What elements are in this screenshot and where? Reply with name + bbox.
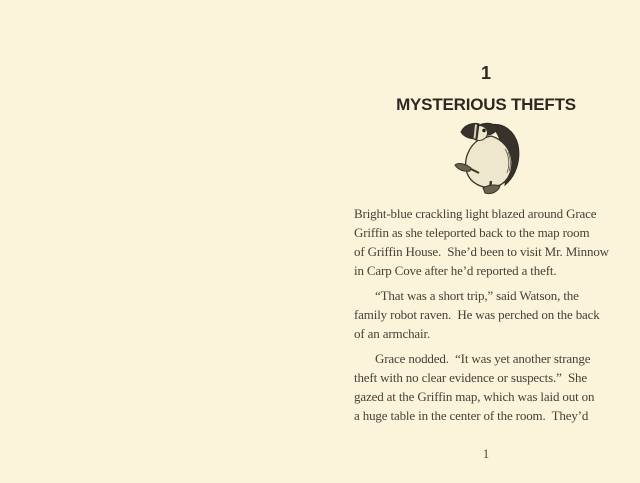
chapter-number: 1 [480,63,491,83]
paragraph-3 [354,349,609,425]
body-text-line: in Carp Cove after he’d reported a theft. [354,263,557,278]
body-text-line: Griffin as she teleported back to the map room [354,225,590,240]
chapter-content [354,0,618,483]
body-text-line: “That was a short trip,” said Watson, the [375,288,579,303]
right-page[interactable] [320,0,640,483]
body-text-line: Grace nodded. “It was yet another strange [375,351,591,366]
body-text-line: Bright-blue crackling light blazed around Grace [354,206,597,221]
puffin-icon [449,119,539,195]
body-text-line: family robot raven. He was perched on the back [354,307,600,322]
body-text [354,204,609,425]
body-text-line: of Griffin House. She’d been to visit Mr. Minnow [354,244,609,259]
page-number: 1 [482,447,490,461]
puffin-illustration [449,119,539,195]
paragraph-1 [354,204,609,280]
body-text-line: of an armchair. [354,326,431,341]
body-text-line: theft with no clear evidence or suspects.” She [354,370,588,385]
chapter-title: MYSTERIOUS THEFTS [396,95,576,114]
body-text-line: gazed at the Griffin map, which was laid out on [354,389,595,404]
paragraph-2 [354,286,609,343]
body-text-line: a huge table in the center of the room. They’d [354,408,589,423]
